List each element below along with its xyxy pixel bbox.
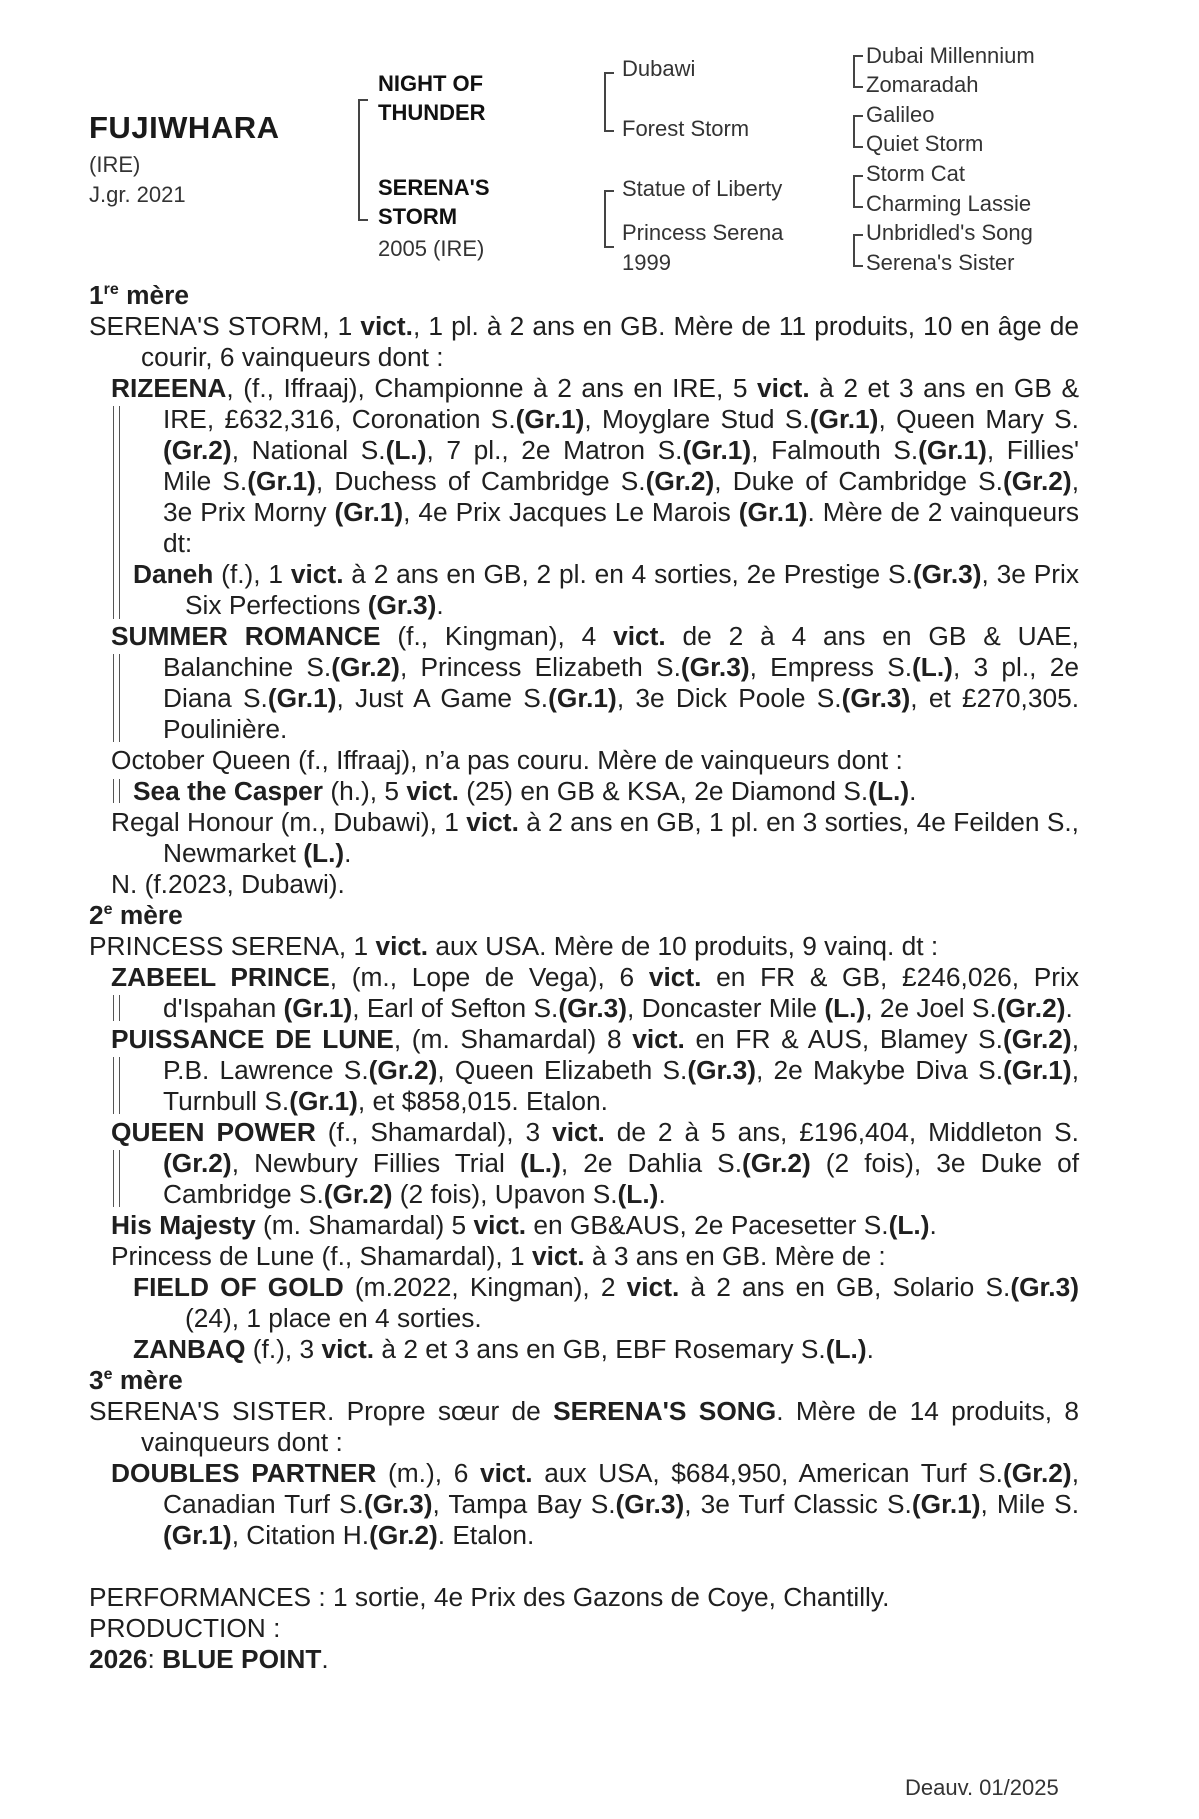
grandsire-paternal: Dubawi	[622, 56, 696, 81]
ggp-1: Dubai Millennium	[866, 43, 1035, 68]
horse-name: FUJIWHARA	[89, 110, 280, 145]
granddam-maternal-year: 1999	[622, 250, 671, 275]
ggp-3: Galileo	[866, 102, 935, 127]
regal-honour-entry: Regal Honour (m., Dubawi), 1 vict. à 2 ans en GB, 1 pl. en 3 sorties, 4e Feilden S., Newmarket (L.).	[111, 807, 1079, 868]
pedigree-bracket-ggp-3	[853, 175, 863, 208]
puissance-de-lune-entry: PUISSANCE DE LUNE, (m. Shamardal) 8 vict. en FR & AUS, Blamey S.(Gr.2), P.B. Lawrence S.(Gr.2), Queen Elizabeth S.(Gr.3), 2e Makybe Diva S.(Gr.1), Turnbull S.(Gr.1), et $858,015. Etalon.	[111, 1024, 1079, 1116]
second-dam-intro: PRINCESS SERENA, 1 vict. aux USA. Mère de 10 produits, 9 vainq. dt :	[89, 931, 939, 961]
horse-info: J.gr. 2021	[89, 182, 186, 207]
pedigree-bracket-ggp-4	[853, 234, 863, 267]
produce-october-queen	[89, 745, 1079, 807]
his-majesty-entry: His Majesty (m. Shamardal) 5 vict. en GB&AUS, 2e Pacesetter S.(L.).	[111, 1210, 937, 1240]
zabeel-prince-entry: ZABEEL PRINCE, (m., Lope de Vega), 6 vict. en FR & GB, £246,026, Prix d'Ispahan (Gr.1), Earl of Sefton S.(Gr.3), Doncaster Mile (L.), 2e Joel S.(Gr.2).	[111, 962, 1079, 1023]
produce-rizeena	[89, 373, 1079, 621]
sea-the-casper-entry: Sea the Casper (h.), 5 vict. (25) en GB & KSA, 2e Diamond S.(L.).	[133, 776, 917, 806]
ggp-2: Zomaradah	[866, 72, 979, 97]
catalogue-body	[89, 280, 1079, 1675]
daneh-entry: Daneh (f.), 1 vict. à 2 ans en GB, 2 pl. en 4 sorties, 2e Prestige S.(Gr.3), 3e Prix Six Perfections (Gr.3).	[133, 559, 1079, 620]
section-title-first-dam: 1re mère	[89, 280, 189, 310]
produce-zabeel-prince	[89, 962, 1079, 1024]
ggp-5: Storm Cat	[866, 161, 966, 186]
ggp-8: Serena's Sister	[866, 250, 1015, 275]
produce-summer-romance	[89, 621, 1079, 745]
queen-power-entry: QUEEN POWER (f., Shamardal), 3 vict. de 2 à 5 ans, £196,404, Middleton S.(Gr.2), Newbury Fillies Trial (L.), 2e Dahlia S.(Gr.2) (2 fois), 3e Duke of Cambridge S.(Gr.2) (2 fois), Upavon S.(L.).	[111, 1117, 1080, 1209]
october-queen-entry: October Queen (f., Iffraaj), n’a pas couru. Mère de vainqueurs dont :	[111, 745, 903, 775]
dam-name-line2: STORM	[378, 204, 458, 229]
ggp-4: Quiet Storm	[866, 131, 984, 156]
pedigree-bracket-sire-parents	[604, 72, 614, 132]
rizeena-entry: RIZEENA, (f., Iffraaj), Championne à 2 ans en IRE, 5 vict. à 2 et 3 ans en GB & IRE, £632,316, Coronation S.(Gr.1), Moyglare Stud S.(Gr.1), Queen Mary S.(Gr.2), National S.(L.), 7 pl., 2e Matron S.(Gr.1), Falmouth S.(Gr.1), Fillies' Mile S.(Gr.1), Duchess of Cambridge S.(Gr.2), Duke of Cambridge S.(Gr.2), 3e Prix Morny (Gr.1), 4e Prix Jacques Le Marois (Gr.1). Mère de 2 vainqueurs dt:	[111, 373, 1080, 558]
field-of-gold-entry: FIELD OF GOLD (m.2022, Kingman), 2 vict. à 2 ans en GB, Solario S.(Gr.3) (24), 1 place en 4 sorties.	[133, 1272, 1079, 1333]
first-dam-intro: SERENA'S STORM, 1 vict., 1 pl. à 2 ans en GB. Mère de 11 produits, 10 en âge de courir, 6 vainqueurs dont :	[89, 311, 1080, 372]
summer-romance-entry: SUMMER ROMANCE (f., Kingman), 4 vict. de 2 à 4 ans en GB & UAE, Balanchine S.(Gr.2), Princess Elizabeth S.(Gr.3), Empress S.(L.), 3 pl., 2e Diana S.(Gr.1), Just A Game S.(Gr.1), 3e Dick Poole S.(Gr.3), et £270,305. Poulinière.	[111, 621, 1080, 744]
pedigree-bracket-ggp-2	[853, 115, 863, 148]
zanbaq-entry: ZANBAQ (f.), 3 vict. à 2 et 3 ans en GB, EBF Rosemary S.(L.).	[133, 1334, 874, 1364]
ggp-7: Unbridled's Song	[866, 220, 1033, 245]
granddam-maternal: Princess Serena	[622, 220, 784, 245]
catalogue-footer: Deauv. 01/2025	[905, 1775, 1059, 1800]
produce-puissance-de-lune	[89, 1024, 1079, 1117]
pedigree-bracket-parents	[358, 99, 368, 221]
produce-daneh	[89, 559, 1079, 621]
sire-name-line1: NIGHT OF	[378, 71, 484, 96]
dam-info: 2005 (IRE)	[378, 236, 485, 261]
grandsire-maternal: Statue of Liberty	[622, 176, 783, 201]
n-2023-entry: N. (f.2023, Dubawi).	[111, 869, 345, 899]
princess-de-lune-entry: Princess de Lune (f., Shamardal), 1 vict. à 3 ans en GB. Mère de :	[111, 1241, 886, 1271]
doubles-partner-entry: DOUBLES PARTNER (m.), 6 vict. aux USA, $684,950, American Turf S.(Gr.2), Canadian Turf S.(Gr.3), Tampa Bay S.(Gr.3), 3e Turf Classic S.(Gr.1), Mile S.(Gr.1), Citation H.(Gr.2). Etalon.	[111, 1458, 1079, 1550]
pedigree-bracket-dam-parents	[604, 190, 614, 248]
section-title-second-dam: 2e mère	[89, 900, 183, 930]
pedigree-bracket-ggp-1	[853, 55, 863, 88]
dam-name-line1: SERENA'S	[378, 175, 490, 200]
produce-queen-power	[89, 1117, 1079, 1210]
sire-name-line2: THUNDER	[378, 100, 486, 125]
performances: PERFORMANCES : 1 sortie, 4e Prix des Gazons de Coye, Chantilly.	[89, 1582, 890, 1612]
third-dam-intro: SERENA'S SISTER. Propre sœur de SERENA'S SONG. Mère de 14 produits, 8 vainqueurs dont :	[89, 1396, 1079, 1457]
section-title-third-dam: 3e mère	[89, 1365, 183, 1395]
horse-origin: (IRE)	[89, 152, 141, 177]
granddam-paternal: Forest Storm	[622, 116, 750, 141]
production-label: PRODUCTION :	[89, 1613, 281, 1643]
production-entry: 2026: BLUE POINT.	[89, 1644, 329, 1674]
ggp-6: Charming Lassie	[866, 191, 1032, 216]
